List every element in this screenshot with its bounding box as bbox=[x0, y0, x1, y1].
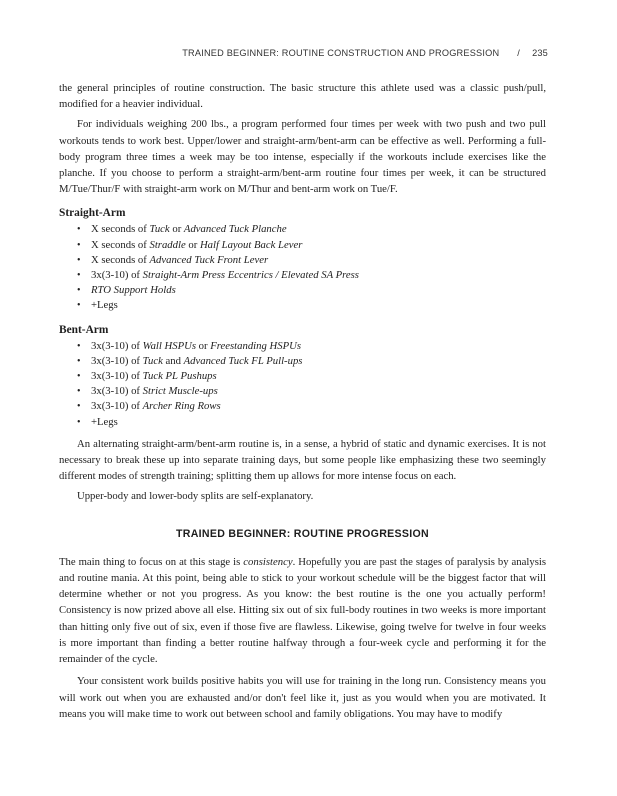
paragraph-6: Your consistent work builds positive habits you will use for training in the long run. Consistency means you will work out when you are exhausted and/or don't feel like it, just as you would when you are motivated. It means you will make time to work out between school and family obligations. You may have to modify bbox=[59, 675, 546, 720]
list-item: • 3x(3-10) of Tuck and Advanced Tuck FL Pull-ups bbox=[91, 354, 546, 369]
paragraph-2: For individuals weighing 200 lbs., a program performed four times per week with two push and two pull workouts tends to work best. Upper/lower and straight-arm/bent-arm can be effective as well. Performing a full-body program three times a week may be too intense, especially if the workouts include exercises like the planche. If you choose to perform a straight-arm/bent-arm routine four times per week, it can be structured M/Tue/Thur/F with straight-arm work on M/Thur and bent-arm work on Tue/F. bbox=[59, 118, 546, 196]
paragraph-1: the general principles of routine construction. The basic structure this athlete used was a classic push/pull, modified for a heavier individual. bbox=[59, 82, 546, 111]
paragraph-4: Upper-body and lower-body splits are self-explanatory. bbox=[77, 490, 314, 503]
list-item: • +Legs bbox=[91, 415, 546, 430]
section-heading: TRAINED BEGINNER: ROUTINE PROGRESSION bbox=[175, 527, 429, 540]
page-number: 235 bbox=[532, 48, 548, 58]
running-title: TRAINED BEGINNER: ROUTINE CONSTRUCTION AND PROGRESSION bbox=[182, 48, 500, 58]
list-item: • X seconds of Straddle or Half Layout Back Lever bbox=[91, 238, 546, 253]
page-body bbox=[59, 80, 546, 722]
bent-arm-heading: Bent-Arm bbox=[59, 323, 109, 336]
paragraph-5: The main thing to focus on at this stage is consistency. Hopefully you are past the stages of paralysis by analysis and routine mania. At this point, being able to stick to your workout schedule will be the biggest factor that will determine whether or not you progress. As you know: the best routine is the one you actually perform! Consistency is now prized above all else. Hitting six out of six full-body routines in two weeks is more important than hitting only five out of six, even if those five are flawless. Likewise, going twelve for twelve in four weeks is more important than finding a better routine halfway through a four-week cycle and performing it for the remainder of the cycle. bbox=[59, 555, 546, 666]
list-item: • 3x(3-10) of Wall HSPUs or Freestanding HSPUs bbox=[91, 339, 546, 354]
paragraph-3: An alternating straight-arm/bent-arm routine is, in a sense, a hybrid of static and dynamic exercises. It is not necessary to break these up into separate training days, but some people like emphasizing these two seemingly different modes of strength training; splitting them up allows for more intense focus on each. bbox=[59, 437, 546, 483]
list-item: • 3x(3-10) of Straight-Arm Press Eccentrics / Elevated SA Press bbox=[91, 268, 546, 283]
list-item: • 3x(3-10) of Strict Muscle-ups bbox=[91, 384, 546, 399]
emphasis-consistency: consistency bbox=[243, 555, 293, 568]
list-item: • 3x(3-10) of Tuck PL Pushups bbox=[91, 369, 546, 384]
straight-arm-list bbox=[59, 222, 546, 313]
straight-arm-heading: Straight-Arm bbox=[59, 207, 126, 220]
bent-arm-list bbox=[59, 339, 546, 430]
list-item: • +Legs bbox=[91, 298, 546, 313]
header-separator: / bbox=[517, 48, 521, 58]
list-item: • 3x(3-10) of Archer Ring Rows bbox=[91, 399, 546, 414]
list-item: • RTO Support Holds bbox=[91, 283, 546, 298]
list-item: • X seconds of Tuck or Advanced Tuck Planche bbox=[91, 222, 546, 237]
running-header bbox=[182, 48, 548, 58]
list-item: • X seconds of Advanced Tuck Front Lever bbox=[91, 253, 546, 268]
